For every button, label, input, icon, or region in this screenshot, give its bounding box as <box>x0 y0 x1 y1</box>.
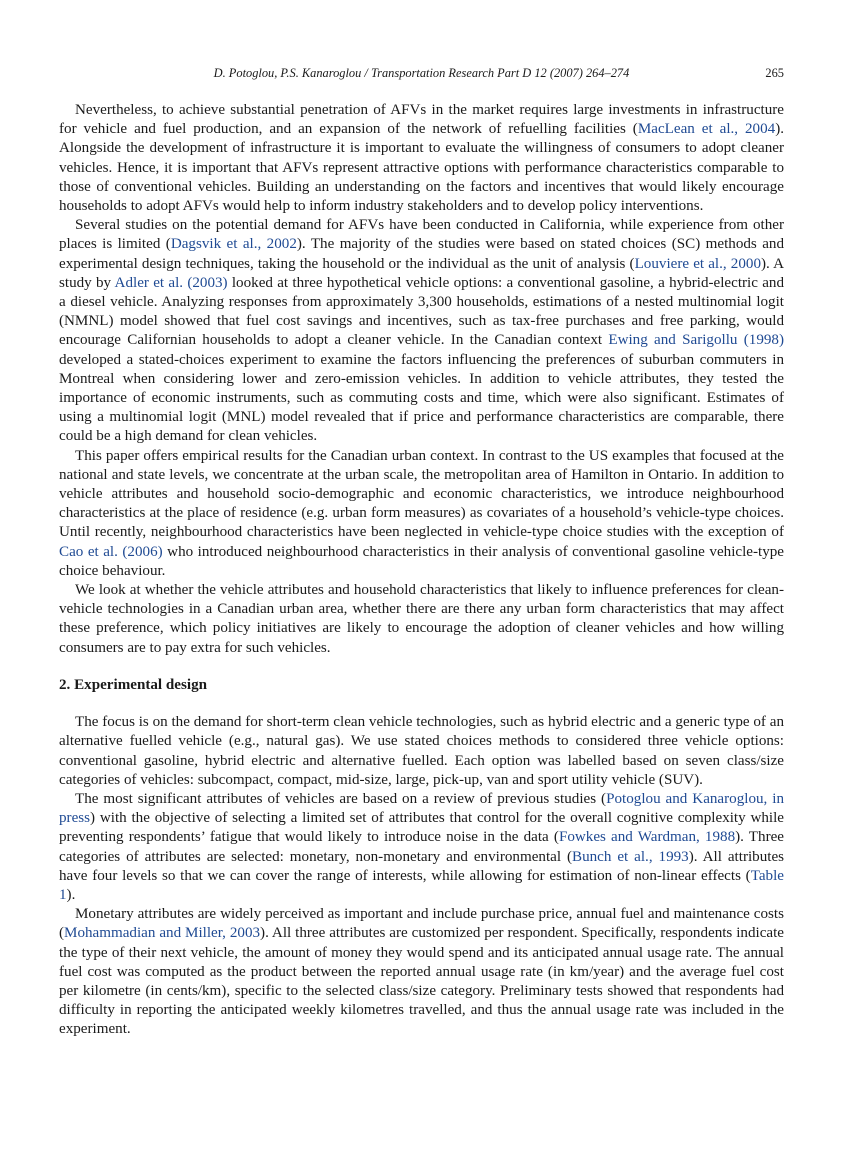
paragraph-1 <box>59 101 784 216</box>
text-span: who introduced neighbourhood characteristics in their analysis of conventional gasoline vehicle-type choice behaviour. <box>59 543 784 579</box>
text-span: ). Alongside the development of infrastructure it is important to evaluate the willingness of consumers to adopt cleaner vehicles. Hence, it is important that AFVs represent attractive options with performance characteristics comparable to those of conventional vehicles. Building an understanding on the factors and incentives that would likely encourage households to adopt AFVs would help to inform industry stakeholders and to develop policy interventions. <box>59 121 785 215</box>
text-span: Monetary attributes are widely perceived as important and include purchase price, annual fuel and maintenance costs ( <box>59 906 784 942</box>
citation-link[interactable]: Mohammadian and Miller, 2003 <box>64 925 261 942</box>
text-span: developed a stated-choices experiment to examine the factors influencing the preferences of suburban commuters in Montreal when considering lower and zero-emission vehicles. In addition to vehicle attributes, they tested the importance of economic instruments, such as commuting costs and time, which were also significant. Estimates of using a multinomial logit (MNL) model revealed that if price and performance characteristics are comparable, there could be a high demand for clean vehicles. <box>59 351 784 445</box>
text-span: Nevertheless, to achieve substantial penetration of AFVs in the market requires large investments in infrastructure for vehicle and fuel production, and an expansion of the network of refuelling facilities ( <box>59 102 784 138</box>
table-link[interactable]: Table 1 <box>59 867 784 903</box>
text-span: ). The majority of the studies were based on stated choices (SC) methods and experimental design techniques, taking the household or the individual as the unit of analysis ( <box>59 236 784 272</box>
text-span: We look at whether the vehicle attributes and household characteristics that likely to influence preferences for clean-vehicle technologies in a Canadian urban area, whether there are there any urban form characteristics that may affect these preference, which policy initiatives are likely to encourage the adoption of cleaner vehicles and how willing consumers are to pay extra for such vehicles. <box>59 582 784 656</box>
citation-link[interactable]: Dagsvik et al., 2002 <box>170 236 297 253</box>
paragraph-7 <box>59 905 784 1039</box>
citation-link[interactable]: Louviere et al., 2000 <box>634 255 761 272</box>
citation-link[interactable]: Fowkes and Wardman, 1988 <box>558 829 736 846</box>
citation-link[interactable]: Adler et al. (2003) <box>114 274 228 291</box>
paragraph-2 <box>59 216 784 446</box>
page-number: 265 <box>765 66 784 80</box>
text-span: ). All attributes have four levels so that we can cover the range of interests, while allowing for estimation of non-linear effects ( <box>59 848 785 884</box>
paragraph-3 <box>59 447 784 581</box>
text-span: ). A study by <box>59 255 785 291</box>
text-span: ). All three attributes are customized per respondent. Specifically, respondents indicate the type of their next vehicle, the amount of money they would spend and its anticipated annual usage rate. The annual fuel cost was computed as the product between the reported annual usage rate (in km/year) and the average fuel cost per kilometre (in cents/km), specific to the selected class/size category. Preliminary tests showed that respondents had difficulty in reporting the anticipated weekly kilometres travelled, and thus the annual usage rate was included in the experiment. <box>59 925 784 1038</box>
text-span: ). <box>66 886 76 903</box>
paragraph-4 <box>59 581 784 658</box>
text-span: looked at three hypothetical vehicle options: a conventional gasoline, a hybrid-electric and a diesel vehicle. Analyzing responses from approximately 3,300 households, estimations of a nested multinomial logit (NMNL) model showed that fuel cost savings and incentives, such as tax-free purchases and free parking, would encourage Californian households to adopt a cleaner vehicle. In the Canadian context <box>59 274 785 349</box>
running-title: D. Potoglou, P.S. Kanaroglou / Transportation Research Part D 12 (2007) 264–274 <box>213 66 630 80</box>
citation-link[interactable]: Ewing and Sarigollu (1998) <box>608 332 784 349</box>
text-span: ) with the objective of selecting a limited set of attributes that control for the overall cognitive complexity while preventing respondents’ fatigue that would likely to introduce noise in the data ( <box>59 810 784 846</box>
text-span: ). Three categories of attributes are selected: monetary, non-monetary and environmental ( <box>59 829 784 865</box>
text-span: This paper offers empirical results for the Canadian urban context. In contrast to the US examples that focused at the national and state levels, we concentrate at the urban scale, the metropolitan area of Hamilton in Ontario. In addition to vehicle attributes and household socio-demographic and economic characteristics, we introduce neighbourhood characteristics at the place of residence (e.g. urban form measures) as covariates of a household’s vehicle-type choices. Until recently, neighbourhood characteristics have been neglected in vehicle-type choice studies with the exception of <box>59 447 784 541</box>
citation-link[interactable]: Potoglou and Kanaroglou, in press <box>59 790 784 827</box>
paragraph-5 <box>59 713 784 790</box>
running-header <box>59 66 784 84</box>
citation-link[interactable]: Bunch et al., 1993 <box>572 848 689 865</box>
text-span: The focus is on the demand for short-term clean vehicle technologies, such as hybrid electric and a generic type of an alternative fuelled vehicle (e.g., natural gas). We use stated choices methods to considered three vehicle options: conventional gasoline, hybrid electric and alternative fuelled. Each option was labelled based on seven class/size categories of vehicles: subcompact, compact, mid-size, large, pick-up, van and sport utility vehicle (SUV). <box>59 714 784 788</box>
citation-link[interactable]: Cao et al. (2006) <box>59 543 163 560</box>
paragraph-6 <box>59 790 784 905</box>
text-span: The most significant attributes of vehicles are based on a review of previous studies ( <box>75 790 607 807</box>
section-heading: 2. Experimental design <box>59 676 208 693</box>
text-span: Several studies on the potential demand for AFVs have been conducted in California, while experience from other places is limited ( <box>59 217 784 253</box>
citation-link[interactable]: MacLean et al., 2004 <box>637 121 776 138</box>
